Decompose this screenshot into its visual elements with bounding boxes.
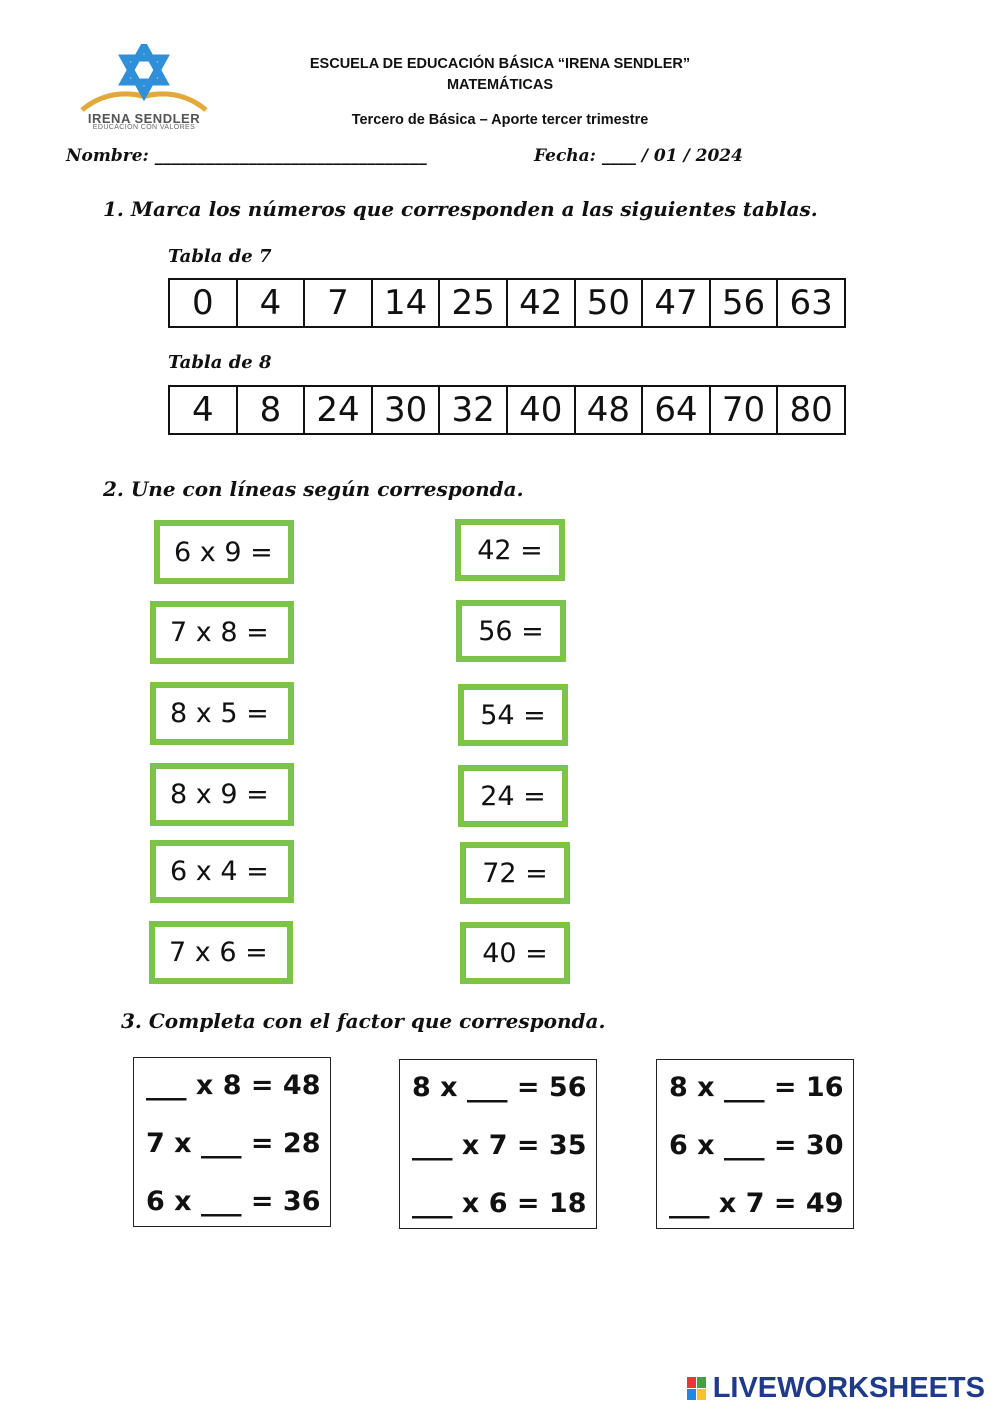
course-subtitle: Tercero de Básica – Aporte tercer trimestre: [351, 112, 649, 128]
factor-equation[interactable]: 6 x ___ = 36: [146, 1186, 321, 1217]
factor-box-1: [133, 1057, 331, 1227]
table-7-row: [168, 278, 846, 328]
logo-name: IRENA SENDLER: [87, 111, 201, 126]
name-field[interactable]: Nombre: ________________________________: [66, 146, 427, 166]
question-3-title: 3. Completa con el factor que corresponda.: [121, 1009, 606, 1033]
match-right-item[interactable]: 72 =: [460, 842, 570, 904]
factor-equation[interactable]: ___ x 8 = 48: [146, 1070, 321, 1101]
match-left-item[interactable]: 6 x 4 =: [150, 840, 294, 903]
match-right-item[interactable]: 56 =: [456, 600, 566, 662]
factor-equation[interactable]: 7 x ___ = 28: [146, 1128, 321, 1159]
match-right-item[interactable]: 24 =: [458, 765, 568, 827]
table-7-cell[interactable]: 4: [238, 280, 306, 326]
table-7-cell[interactable]: 25: [440, 280, 508, 326]
subject-title: MATEMÁTICAS: [446, 77, 554, 93]
factor-equation[interactable]: ___ x 6 = 18: [412, 1188, 587, 1219]
school-name: ESCUELA DE EDUCACIÓN BÁSICA “IRENA SENDLER”: [309, 56, 691, 72]
factor-equation[interactable]: 8 x ___ = 56: [412, 1072, 587, 1103]
table-8-cell[interactable]: 32: [440, 387, 508, 433]
table-7-cell[interactable]: 63: [789, 283, 833, 323]
table-8-label: Tabla de 8: [168, 352, 272, 373]
factor-equation[interactable]: 8 x ___ = 16: [669, 1072, 844, 1103]
question-1-title: 1. Marca los números que corresponden a las siguientes tablas.: [103, 197, 818, 221]
match-right-item[interactable]: 54 =: [458, 684, 568, 746]
match-left-item[interactable]: 7 x 8 =: [150, 601, 294, 664]
factor-box-2: [399, 1059, 597, 1229]
star-of-david-icon: [78, 44, 210, 114]
table-7-cell[interactable]: 50: [576, 280, 644, 326]
table-7-cell[interactable]: 42: [508, 280, 576, 326]
match-left-item[interactable]: 7 x 6 =: [149, 921, 293, 984]
table-8-cell[interactable]: 64: [643, 387, 711, 433]
table-7-label: Tabla de 7: [168, 246, 272, 267]
table-8-row: [168, 385, 846, 435]
table-8-cell[interactable]: 24: [305, 387, 373, 433]
liveworksheets-brand: [687, 1372, 985, 1405]
factor-equation[interactable]: 6 x ___ = 30: [669, 1130, 844, 1161]
table-8-cell[interactable]: 40: [508, 387, 576, 433]
table-7-cell[interactable]: 0: [170, 280, 238, 326]
factor-equation[interactable]: ___ x 7 = 49: [669, 1188, 844, 1219]
question-2-title: 2. Une con líneas según corresponda.: [103, 477, 524, 501]
date-field[interactable]: Fecha: ____ / 01 / 2024: [534, 146, 743, 166]
match-right-item[interactable]: 40 =: [460, 922, 570, 984]
liveworksheets-text: LIVEWORKSHEETS: [712, 1372, 985, 1404]
table-8-cell[interactable]: 80: [789, 390, 833, 430]
table-7-cell[interactable]: 56: [711, 280, 779, 326]
match-left-item[interactable]: 6 x 9 =: [154, 520, 294, 584]
factor-box-3: [656, 1059, 854, 1229]
table-8-cell[interactable]: 70: [711, 387, 779, 433]
liveworksheets-logo-icon: [687, 1377, 707, 1401]
table-8-cell[interactable]: 48: [576, 387, 644, 433]
table-7-cell[interactable]: 47: [643, 280, 711, 326]
table-7-cell[interactable]: 7: [305, 280, 373, 326]
match-left-item[interactable]: 8 x 5 =: [150, 682, 294, 745]
match-left-item[interactable]: 8 x 9 =: [150, 763, 294, 826]
match-right-item[interactable]: 42 =: [455, 519, 565, 581]
table-8-cell[interactable]: 8: [238, 387, 306, 433]
logo-tagline: EDUCACIÓN CON VALORES: [92, 124, 196, 131]
table-8-cell[interactable]: 30: [373, 387, 441, 433]
table-7-cell[interactable]: 14: [373, 280, 441, 326]
factor-equation[interactable]: ___ x 7 = 35: [412, 1130, 587, 1161]
table-8-cell[interactable]: 4: [170, 387, 238, 433]
